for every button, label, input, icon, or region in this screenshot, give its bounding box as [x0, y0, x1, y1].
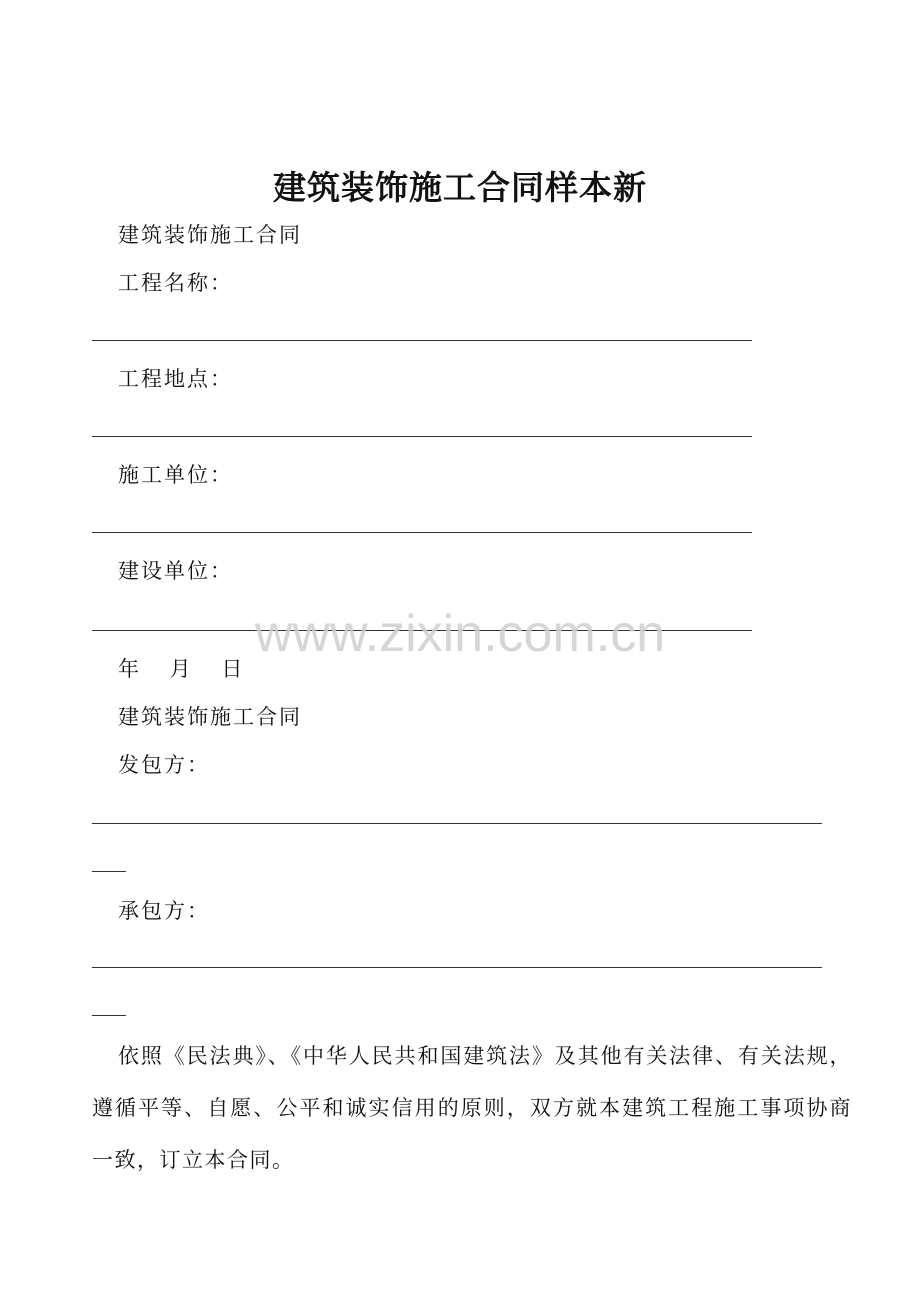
date-month: 月 — [169, 657, 193, 681]
document-title: 建筑装饰施工合同样本新 — [273, 168, 647, 207]
contractor-blank-line-continued — [92, 1015, 126, 1016]
project-location-blank-line — [92, 436, 752, 437]
preamble-paragraph: 依照《民法典》、《中华人民共和国建筑法》及其他有关法律、有关法规，遵循平等、自愿、公平和诚实信用的原则，双方就本建筑工程施工事项协商一致，订立本合同。 — [92, 1044, 852, 1172]
project-name-blank-line — [92, 340, 752, 341]
date-day: 日 — [221, 657, 245, 681]
contractor-unit-label: 施工单位： — [118, 463, 233, 487]
employer-blank-line — [92, 823, 822, 824]
employer-blank-line-continued — [92, 871, 126, 872]
contractor-unit-blank-line — [92, 532, 752, 533]
employer-label: 发包方： — [118, 753, 210, 777]
watermark: www.zixin.com.cn — [254, 605, 666, 663]
date-line — [118, 654, 244, 684]
contractor-blank-line — [92, 967, 822, 968]
contract-heading: 建筑装饰施工合同 — [118, 705, 302, 729]
project-name-label: 工程名称： — [118, 271, 233, 295]
cover-subtitle: 建筑装饰施工合同 — [118, 223, 302, 247]
project-location-label: 工程地点： — [118, 367, 233, 391]
contractor-label: 承包方： — [118, 899, 210, 923]
date-year: 年 — [118, 657, 141, 681]
builder-unit-label: 建设单位： — [118, 559, 233, 583]
